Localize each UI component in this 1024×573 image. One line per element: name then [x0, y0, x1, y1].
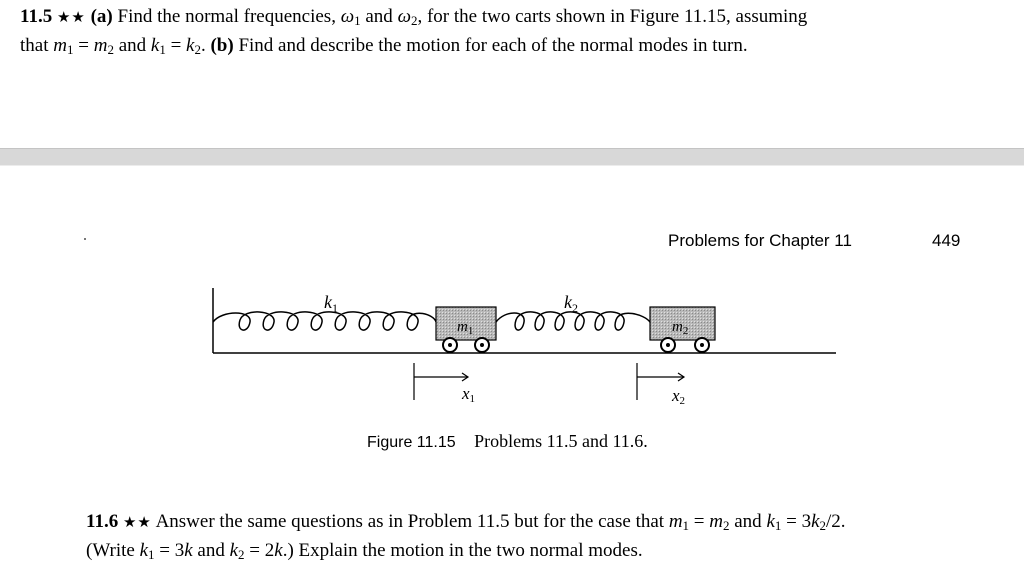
mass-symbol: m — [668, 511, 683, 532]
problem-11-5 — [20, 3, 1010, 59]
spring-k1 — [213, 312, 436, 330]
running-head-title: Problems for Chapter 11 — [668, 231, 852, 250]
problem-text: that — [20, 35, 49, 56]
omega-symbol: ω — [397, 6, 411, 27]
period: . — [200, 35, 206, 56]
problem-text: (Write — [86, 540, 135, 561]
k2-label: $k_2$ — [564, 292, 578, 315]
spring-constant-symbol: k — [274, 540, 283, 561]
conjunction: and — [197, 540, 225, 561]
part-a-label: (a) — [90, 6, 113, 27]
subscript: 2 — [410, 13, 418, 28]
part-b-label: (b) — [210, 35, 234, 56]
k1-label: $k_1$ — [324, 292, 338, 315]
omega-symbol: ω — [340, 6, 355, 27]
mass-symbol: m — [53, 35, 67, 56]
scan-speck — [84, 238, 86, 240]
coefficient: 3 — [801, 511, 812, 532]
subscript: 1 — [148, 547, 155, 562]
fraction-denominator: /2. — [826, 511, 846, 532]
spring-constant-symbol: k — [139, 540, 149, 561]
problem-text: Answer the same questions as in Problem 11.5 but for the case that — [155, 511, 665, 532]
mass-symbol: m — [709, 511, 723, 532]
figure-two-carts — [200, 280, 840, 410]
figure-caption-text: Problems 11.5 and 11.6. — [474, 431, 648, 451]
equals-sign: = — [170, 35, 182, 56]
x2-label: x2 — [672, 386, 686, 407]
difficulty-stars: ★★ — [56, 10, 86, 26]
problem-text: , for the two carts shown in Figure 11.15, assuming — [417, 6, 808, 27]
equals-sign: = — [249, 540, 261, 561]
problem-11-6 — [86, 508, 1006, 564]
subscript: 1 — [159, 42, 166, 57]
equals-sign: = — [693, 511, 705, 532]
mass-symbol: m — [93, 35, 108, 56]
x1-label: x1 — [462, 384, 476, 405]
page-number: 449 — [932, 231, 961, 250]
subscript: 1 — [354, 13, 361, 28]
subscript: 2 — [107, 42, 114, 57]
m1-label: $m_1$ — [457, 319, 474, 337]
coefficient: 3 — [174, 540, 185, 561]
problem-number: 11.5 — [20, 6, 53, 27]
equals-sign: = — [78, 35, 89, 56]
spring-constant-symbol: k — [184, 540, 193, 561]
spring-constant-symbol: k — [766, 511, 775, 532]
m2-label: $m_2$ — [672, 319, 689, 337]
conjunction: and — [118, 35, 147, 56]
spring-constant-symbol: k — [229, 540, 239, 561]
subscript: 1 — [682, 518, 690, 533]
difficulty-stars: ★★ — [122, 515, 152, 531]
figure-caption — [367, 431, 648, 452]
problem-text: .) Explain the motion in the two normal modes. — [282, 540, 643, 561]
subscript: 1 — [66, 42, 74, 57]
spring-constant-symbol: k — [186, 35, 195, 56]
page-divider — [0, 148, 1024, 166]
figure-caption-label: Figure 11.15 — [367, 434, 456, 451]
equals-sign: = — [786, 511, 797, 532]
subscript: 1 — [774, 518, 782, 533]
problem-number: 11.6 — [86, 511, 119, 532]
subscript: 2 — [194, 42, 201, 57]
problem-text: Find the normal frequencies, — [117, 6, 336, 27]
spring-constant-symbol: k — [811, 511, 820, 532]
equals-sign: = — [159, 540, 170, 561]
spring-constant-symbol: k — [150, 35, 160, 56]
conjunction: and — [734, 511, 762, 532]
subscript: 2 — [819, 518, 827, 533]
conjunction: and — [365, 6, 393, 27]
subscript: 2 — [238, 547, 245, 562]
subscript: 2 — [723, 518, 730, 533]
problem-text: Find and describe the motion for each of the normal modes in turn. — [238, 35, 748, 56]
coefficient: 2 — [264, 540, 275, 561]
